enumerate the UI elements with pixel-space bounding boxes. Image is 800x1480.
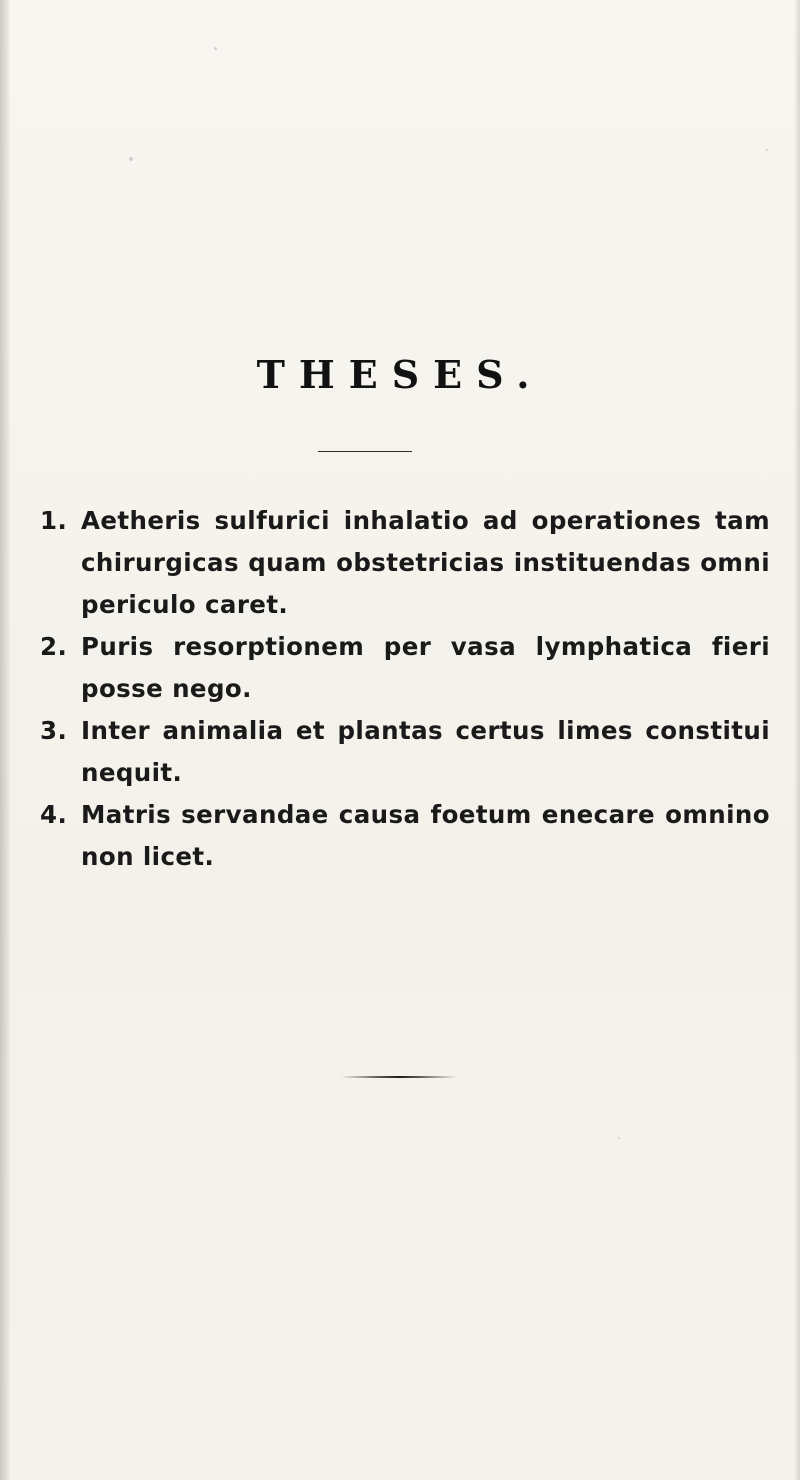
paper-speck — [214, 47, 217, 50]
paper-speck — [129, 157, 133, 161]
thesis-number: 2. — [40, 632, 68, 661]
thesis-number: 4. — [40, 800, 68, 829]
thesis-number: 1. — [40, 506, 68, 535]
title-divider — [318, 451, 412, 452]
page-title: THESES. — [256, 352, 544, 397]
thesis-item — [40, 500, 770, 626]
thesis-item — [40, 626, 770, 710]
end-ornament-rule — [341, 1076, 457, 1078]
thesis-text: Puris resorptionem per vasa lymphatica fieri posse nego. — [81, 632, 770, 703]
spine-shadow — [0, 0, 10, 1480]
page-edge-shadow — [794, 0, 800, 1480]
thesis-text: Inter animalia et plantas certus limes constitui nequit. — [81, 716, 770, 787]
paper-speck — [766, 149, 768, 151]
theses-list — [40, 500, 770, 878]
thesis-item — [40, 710, 770, 794]
thesis-item — [40, 794, 770, 878]
paper-speck — [618, 1137, 620, 1139]
thesis-text: Aetheris sulfurici inhalatio ad operationes tam chirurgicas quam obstetricias instituendas omni periculo caret. — [81, 506, 770, 619]
thesis-text: Matris servandae causa foetum enecare omnino non licet. — [81, 800, 770, 871]
thesis-number: 3. — [40, 716, 68, 745]
